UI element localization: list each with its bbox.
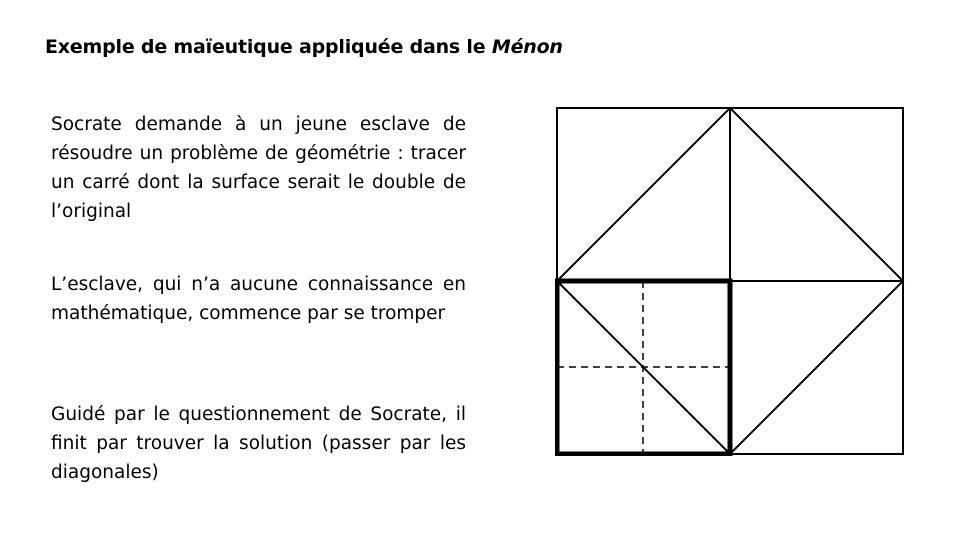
paragraph-mistake: L’esclave, qui n’a aucune connaissance en mathématique, commence par se tromper	[51, 274, 466, 324]
paragraph-problem: Socrate demande à un jeune esclave de résoudre un problème de géométrie : tracer un carré dont la surface serait le double de l’original	[51, 114, 466, 222]
slide-title-main: Exemple de maïeutique appliquée dans le	[45, 36, 492, 58]
slide-title-emphasis: Ménon	[491, 36, 563, 58]
geometry-figure	[555, 106, 905, 456]
paragraph-solution: Guidé par le questionnement de Socrate, il finit par trouver la solution (passer par les diagonales)	[51, 404, 466, 483]
slide-title	[45, 36, 563, 58]
